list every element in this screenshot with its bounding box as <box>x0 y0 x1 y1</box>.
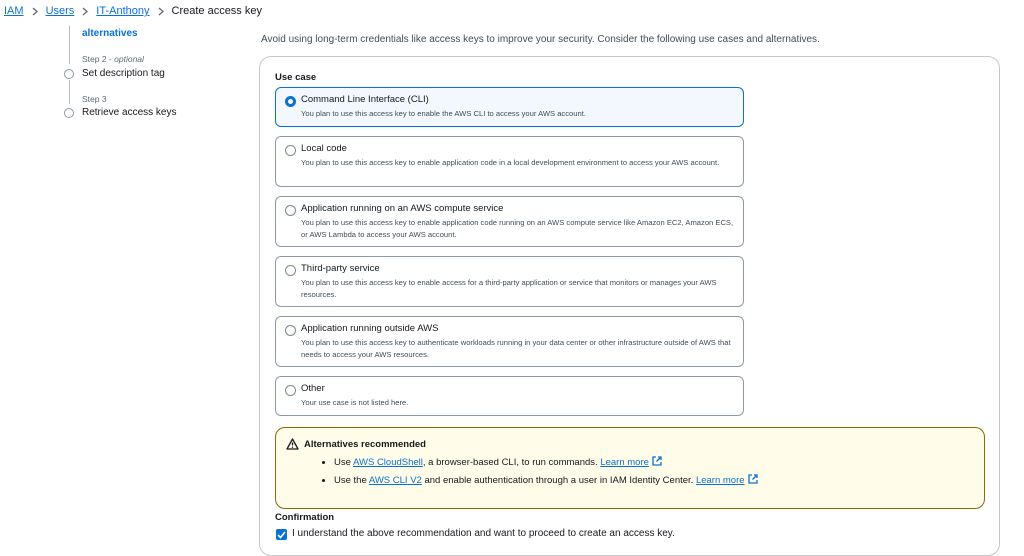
step2-number: Step 2 - optional <box>82 54 144 64</box>
tile-description: You plan to use this access key to enable application code running on an AWS compute service like Amazon EC2, Amazon ECS, or AWS Lambda to access your AWS account. <box>301 218 734 239</box>
alternatives-alert <box>275 427 985 509</box>
chevron-right-icon <box>82 7 88 16</box>
list-text: Use the <box>334 475 369 486</box>
step3-indicator <box>64 108 74 118</box>
use-case-tile-aws-compute[interactable] <box>275 196 744 247</box>
tile-description: You plan to use this access key to enable the AWS CLI to access your AWS account. <box>301 109 586 118</box>
confirmation-text[interactable]: I understand the above recommendation and want to proceed to create an access key. <box>292 528 675 539</box>
radio-button[interactable] <box>285 96 296 107</box>
step1-title[interactable]: alternatives <box>82 28 138 39</box>
tile-description: You plan to use this access key to enable application code in a local development environment to access your AWS account. <box>301 158 720 167</box>
list-item <box>334 456 758 469</box>
step-connector <box>69 80 70 104</box>
learn-more-link[interactable]: Learn more <box>695 475 745 486</box>
confirmation-checkbox[interactable] <box>276 529 287 540</box>
use-case-tile-outside-aws[interactable] <box>275 316 744 367</box>
cloudshell-link[interactable]: AWS CloudShell <box>353 457 423 468</box>
breadcrumb <box>0 0 1024 22</box>
list-text: , a browser-based CLI, to run commands. <box>422 457 601 468</box>
tile-title: Application running on an AWS compute service <box>301 203 504 214</box>
tile-title: Third-party service <box>301 263 380 274</box>
step3-title[interactable]: Retrieve access keys <box>82 107 177 118</box>
use-case-label: Use case <box>275 72 317 83</box>
radio-button[interactable] <box>285 145 296 156</box>
breadcrumb-user[interactable]: IT-Anthony <box>96 5 150 17</box>
intro-text: Avoid using long-term credentials like access keys to improve your security. Consider the following use cases and alternatives. <box>261 34 820 45</box>
use-case-tile-cli[interactable] <box>275 87 744 127</box>
step2-title[interactable]: Set description tag <box>82 68 165 79</box>
radio-button[interactable] <box>285 325 296 336</box>
cli-v2-link[interactable]: AWS CLI V2 <box>368 475 422 486</box>
tile-title: Other <box>301 383 325 394</box>
radio-button[interactable] <box>285 265 296 276</box>
step-connector <box>69 26 70 64</box>
step3-number: Step 3 <box>82 94 107 104</box>
learn-more-link[interactable]: Learn more <box>600 457 649 468</box>
alternatives-list <box>318 456 758 492</box>
use-case-tile-other[interactable] <box>275 376 744 416</box>
external-link-icon[interactable] <box>748 474 758 487</box>
tile-title: Command Line Interface (CLI) <box>301 94 429 105</box>
step2-indicator <box>64 69 74 79</box>
chevron-right-icon <box>32 7 38 16</box>
list-item <box>334 474 758 487</box>
use-case-tile-local-code[interactable] <box>275 136 744 187</box>
radio-button[interactable] <box>285 385 296 396</box>
breadcrumb-current: Create access key <box>171 5 262 17</box>
tile-description: Your use case is not listed here. <box>301 398 409 407</box>
list-text: and enable authentication through a user in IAM Identity Center. <box>421 475 696 486</box>
breadcrumb-iam[interactable]: IAM <box>4 5 24 17</box>
checkmark-icon <box>277 531 286 539</box>
external-link-icon[interactable] <box>652 456 662 469</box>
warning-icon <box>286 437 299 455</box>
alert-title: Alternatives recommended <box>304 439 426 450</box>
tile-description: You plan to use this access key to authenticate workloads running in your data center or other infrastructure outside of AWS that needs to access your AWS resources. <box>301 338 731 359</box>
radio-button[interactable] <box>285 205 296 216</box>
breadcrumb-users[interactable]: Users <box>45 5 75 17</box>
tile-title: Local code <box>301 143 347 154</box>
use-case-tile-third-party[interactable] <box>275 256 744 307</box>
chevron-right-icon <box>158 7 164 16</box>
list-text: Use <box>334 457 354 468</box>
confirmation-label: Confirmation <box>275 512 335 523</box>
tile-title: Application running outside AWS <box>301 323 439 334</box>
tile-description: You plan to use this access key to enable access for a third-party application or service that monitors or manages your AWS resources. <box>301 278 717 299</box>
